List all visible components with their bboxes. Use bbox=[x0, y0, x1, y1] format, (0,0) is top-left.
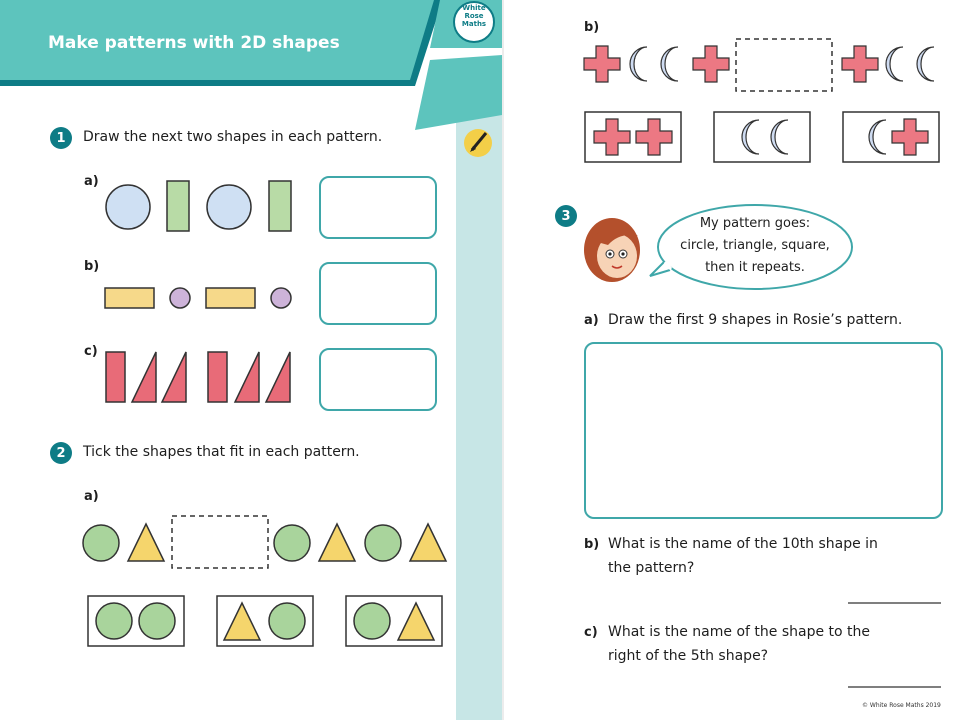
q2b-crescent-1 bbox=[630, 47, 647, 81]
q3b-text-line1: What is the name of the 10th shape in bbox=[608, 536, 878, 552]
q2b-option-2[interactable] bbox=[714, 112, 810, 162]
page-title: Make patterns with 2D shapes bbox=[48, 33, 340, 53]
q2b-crescent-3 bbox=[886, 47, 903, 81]
q2a-gap-box bbox=[172, 516, 268, 568]
q2a-option-1[interactable] bbox=[88, 596, 184, 646]
q3b-text-line2: the pattern? bbox=[608, 560, 695, 576]
q1c-label: c) bbox=[84, 344, 98, 359]
q2b-crescent-2 bbox=[661, 47, 678, 81]
q2a-triangle-3 bbox=[410, 524, 446, 561]
question-2-text: Tick the shapes that fit in each pattern. bbox=[83, 444, 360, 460]
speech-line-2: circle, triangle, square, bbox=[680, 238, 830, 253]
q3a-label: a) bbox=[584, 313, 599, 328]
q2a-label: a) bbox=[84, 489, 99, 504]
q2a-circle-1 bbox=[83, 525, 119, 561]
q3a-answer-box[interactable] bbox=[584, 342, 943, 519]
speech-text bbox=[660, 213, 850, 279]
q2a-option-3[interactable] bbox=[346, 596, 442, 646]
question-1-number: 1 bbox=[50, 127, 72, 149]
q3a-text: Draw the first 9 shapes in Rosie’s pattern. bbox=[608, 312, 903, 328]
q2b-cross-1 bbox=[584, 46, 620, 82]
q3c-text-line1: What is the name of the shape to the bbox=[608, 624, 870, 640]
q3b-label: b) bbox=[584, 537, 600, 552]
q2b-label: b) bbox=[584, 20, 600, 35]
q1b-label: b) bbox=[84, 259, 100, 274]
q2b-option-1[interactable] bbox=[585, 112, 681, 162]
q2a-triangle-1 bbox=[128, 524, 164, 561]
q2b-option-3[interactable] bbox=[843, 112, 939, 162]
copyright: © White Rose Maths 2019 bbox=[862, 702, 941, 709]
speech-line-3: then it repeats. bbox=[705, 260, 805, 275]
q2b-cross-3 bbox=[842, 46, 878, 82]
logo-line2: Rose bbox=[464, 12, 484, 20]
q3b-text bbox=[608, 532, 878, 580]
q2b-crescent-4 bbox=[917, 47, 934, 81]
question-1-text: Draw the next two shapes in each pattern. bbox=[83, 129, 383, 145]
q2b-gap-box bbox=[736, 39, 832, 91]
rosie-avatar bbox=[584, 218, 640, 282]
q2a-option-2[interactable] bbox=[217, 596, 313, 646]
q3c-text bbox=[608, 620, 870, 668]
speech-line-1: My pattern goes: bbox=[699, 216, 811, 231]
q1a-label: a) bbox=[84, 174, 99, 189]
q2a-triangle-2 bbox=[319, 524, 355, 561]
q2a-circle-3 bbox=[365, 525, 401, 561]
question-3-number: 3 bbox=[555, 205, 577, 227]
logo-line3: Maths bbox=[461, 20, 487, 28]
q2b-cross-2 bbox=[693, 46, 729, 82]
question-2-number: 2 bbox=[50, 442, 72, 464]
logo-line1: White bbox=[462, 4, 486, 12]
q3c-label: c) bbox=[584, 625, 598, 640]
q2a-circle-2 bbox=[274, 525, 310, 561]
q3c-text-line2: right of the 5th shape? bbox=[608, 648, 769, 664]
